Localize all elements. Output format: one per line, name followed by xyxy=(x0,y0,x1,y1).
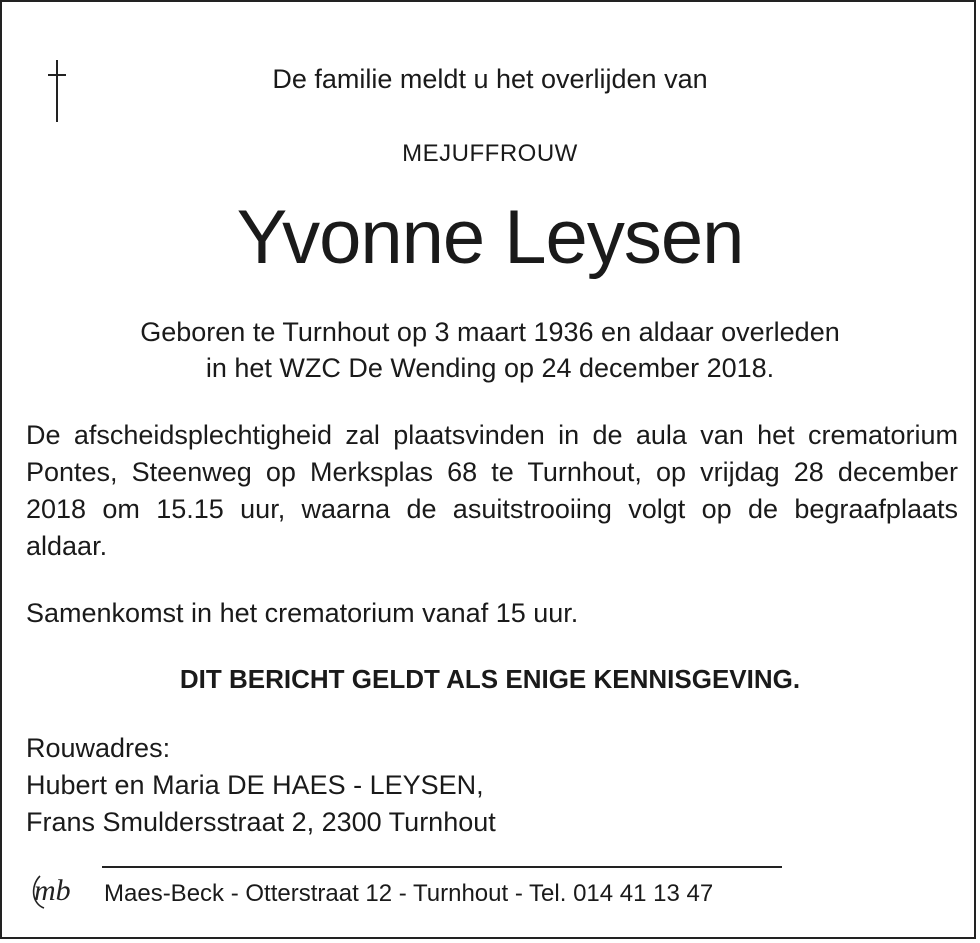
mourning-address xyxy=(26,730,958,841)
title-prefix: MEJUFFROUW xyxy=(402,140,578,167)
mb-logo xyxy=(26,864,92,916)
footer-divider xyxy=(102,866,782,868)
intro-text: De familie meldt u het overlijden van xyxy=(272,64,708,94)
birth-death-details xyxy=(2,314,978,386)
address-label: Rouwadres: xyxy=(26,733,171,763)
notice-text: DIT BERICHT GELDT ALS ENIGE KENNISGEVING. xyxy=(179,664,801,694)
address-line-2: Frans Smuldersstraat 2, 2300 Turnhout xyxy=(26,807,496,837)
meeting-details: Samenkomst in het crematorium vanaf 15 uur. xyxy=(26,598,579,628)
ceremony-details: De afscheidsplechtigheid zal plaatsvinden in de aula van het crematorium Pontes, Steenweg op Merksplas 68 te Turnhout, op vrijdag 28 december 2018 om 15.15 uur, waarna de asuitstrooiing volgt op de begraafplaats aldaar. xyxy=(26,420,958,561)
birth-line-2: in het WZC De Wending op 24 december 2018. xyxy=(205,353,775,383)
logo-text: mb xyxy=(34,874,71,907)
funeral-home-info: Maes-Beck - Otterstraat 12 - Turnhout - Tel. 014 41 13 47 xyxy=(104,880,714,907)
address-line-1: Hubert en Maria DE HAES - LEYSEN, xyxy=(26,770,484,800)
deceased-name: Yvonne Leysen xyxy=(236,195,744,280)
birth-line-1: Geboren te Turnhout op 3 maart 1936 en aldaar overleden xyxy=(140,317,840,347)
